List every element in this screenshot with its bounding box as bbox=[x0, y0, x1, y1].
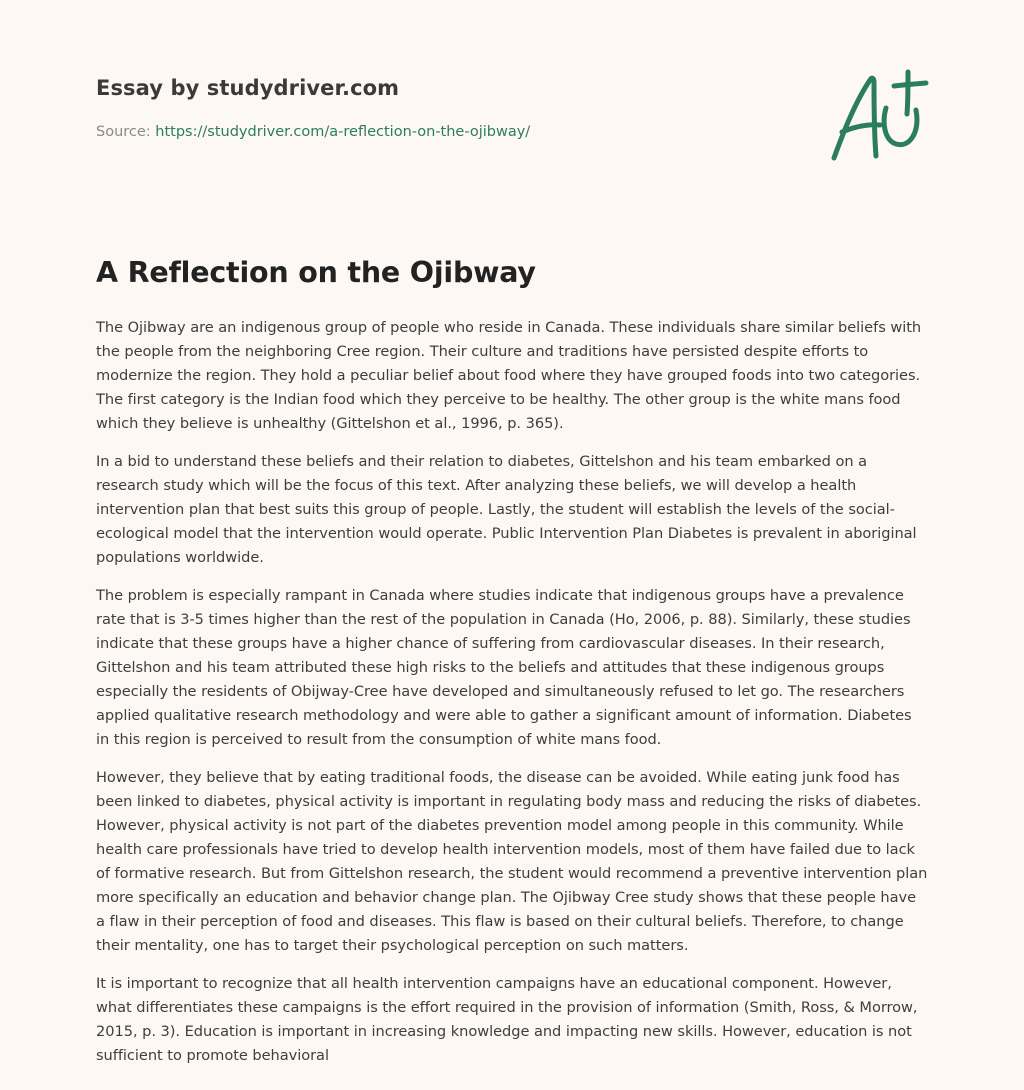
article-paragraph: It is important to recognize that all health intervention campaigns have an educational component. However, what differentiates these campaigns is the effort required in the provision of information (Smith, Ross, & Morrow, 2015, p. 3). Education is important in increasing knowledge and impacting new skills. However, education is not sufficient to promote behavioral bbox=[96, 975, 918, 1064]
article-body bbox=[96, 316, 929, 1082]
header bbox=[96, 0, 928, 230]
brand-title: Essay by studydriver.com bbox=[96, 76, 400, 100]
article-paragraph: The Ojibway are an indigenous group of people who reside in Canada. These individuals share similar beliefs with the people from the neighboring Cree region. Their culture and traditions have persisted despite efforts to modernize the region. They hold a peculiar belief about food where they have grouped foods into two categories. The first category is the Indian food which they perceive to be healthy. The other group is the white mans food which they believe is unhealthy (Gittelshon et al., 1996, p. 365). bbox=[96, 319, 922, 432]
source-label: Source: bbox=[96, 124, 156, 140]
a-plus-logo-icon bbox=[828, 68, 932, 164]
article-paragraph: The problem is especially rampant in Canada where studies indicate that indigenous groups have a prevalence rate that is 3-5 times higher than the rest of the population in Canada (Ho, 2006, p. 88). Similarly, these studies indicate that these groups have a higher chance of suffering from cardiovascular diseases. In their research, Gittelshon and his team attributed these high risks to the beliefs and attitudes that these indigenous groups especially the residents of Obijway-Cree have developed and simultaneously refused to let go. The researchers applied qualitative research methodology and were able to gather a significant amount of information. Diabetes in this region is perceived to result from the consumption of white mans food. bbox=[96, 587, 912, 748]
source-link[interactable]: https://studydriver.com/a-reflection-on-the-ojibway/ bbox=[155, 124, 531, 140]
source-line bbox=[96, 124, 530, 140]
article-title: A Reflection on the Ojibway bbox=[96, 256, 536, 289]
article-paragraph: In a bid to understand these beliefs and their relation to diabetes, Gittelshon and his team embarked on a research study which will be the focus of this text. After analyzing these beliefs, we will develop a health intervention plan that best suits this group of people. Lastly, the student will establish the levels of the social-ecological model that the intervention would operate. Public Intervention Plan Diabetes is prevalent in aboriginal populations worldwide. bbox=[96, 453, 917, 566]
article-paragraph: However, they believe that by eating traditional foods, the disease can be avoided. While eating junk food has been linked to diabetes, physical activity is important in regulating body mass and reducing the risks of diabetes. However, physical activity is not part of the diabetes prevention model among people in this community. While health care professionals have tried to develop health intervention models, most of them have failed due to lack of formative research. But from Gittelshon research, the student would recommend a preventive intervention plan more specifically an education and behavior change plan. The Ojibway Cree study shows that these people have a flaw in their perception of food and diseases. This flaw is based on their cultural beliefs. Therefore, to change their mentality, one has to target their psychological perception on such matters. bbox=[96, 769, 928, 954]
